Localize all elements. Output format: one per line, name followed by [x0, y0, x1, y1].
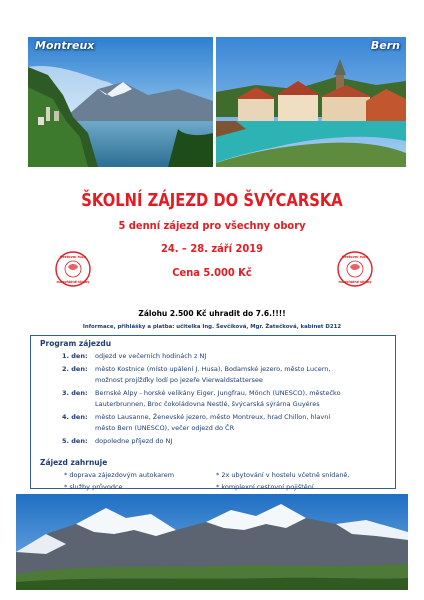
- travel-logo-right: [336, 250, 374, 288]
- svg-text:Cestovní ruch: [342, 255, 369, 259]
- page-title: ŠKOLNÍ ZÁJEZD DO ŠVÝCARSKA: [81, 190, 343, 211]
- stamp-text-top-right: Cestovní ruch: [341, 255, 369, 259]
- bern-label: Bern: [370, 39, 400, 52]
- trip-price: Cena 5.000 Kč: [172, 266, 252, 279]
- day-2-text-1: město Kostnice (místo upálení J. Husa), Bodamské jezero, město Lucern,: [95, 365, 331, 373]
- include-bus: * doprava zájezdovým autokarem: [64, 471, 175, 479]
- deposit-notice: Zálohu 2.500 Kč uhradit do 7.6.!!!!: [138, 309, 286, 318]
- include-guide: * služby průvodce: [64, 483, 123, 491]
- day-5-text: dopoledne příjezd do NJ: [95, 437, 173, 445]
- stamp-text-top: Cestovní ruch: [59, 255, 87, 259]
- day-3-label: 3. den:: [62, 389, 88, 397]
- day-2-text-2: možnost projížďky lodí po jezeře Vierwaldstattersee: [95, 376, 263, 384]
- bern-photo: [216, 37, 406, 167]
- svg-text:Cestovní ruch: [60, 255, 87, 259]
- day-4-text-1: město Lausanne, Ženevské jezero, město Montreux, hrad Chillon, hlavní: [95, 413, 331, 421]
- travel-logo-left: [54, 250, 92, 288]
- stamp-text-bottom: mimořádné služby: [56, 280, 90, 284]
- include-insurance: * komplexní cestovní pojištění: [216, 483, 314, 491]
- day-1-text: odjezd ve večerních hodinách z NJ: [95, 352, 207, 360]
- program-heading: Program zájezdu: [40, 339, 112, 348]
- day-1-label: 1. den:: [62, 352, 88, 360]
- svg-text:mimořádné služby: [57, 280, 91, 284]
- includes-heading: Zájezd zahrnuje: [40, 458, 108, 467]
- day-3-text-2: Lauterbrunnen, Broc čokoládovna Nestlé, švýcarská sýrárna Guyéres: [95, 400, 320, 408]
- montreux-photo: [28, 37, 213, 167]
- day-4-text-2: město Bern (UNESCO), večer odjezd do ČR: [95, 424, 235, 432]
- montreux-label: Montreux: [35, 39, 95, 52]
- day-3-text-1: Bernské Alpy - horské velikány Eiger, Jungfrau, Mönch (UNESCO), městečko: [95, 389, 341, 397]
- contact-info: Informace, přihlášky a platba: učitelka Ing. Ševčíková, Mgr. Žatečková, kabinet D212: [82, 324, 342, 330]
- svg-text:mimořádné služby: [339, 280, 373, 284]
- alps-photo: [16, 494, 408, 590]
- day-5-label: 5. den:: [62, 437, 88, 445]
- stamp-text-bottom-right: mimořádné služby: [338, 280, 372, 284]
- day-2-label: 2. den:: [62, 365, 88, 373]
- include-hostel: * 2x ubytování v hostelu včetně snídaně,: [216, 471, 350, 479]
- trip-dates: 24. – 28. září 2019: [160, 242, 264, 255]
- subtitle: 5 denní zájezd pro všechny obory: [118, 219, 306, 232]
- day-4-label: 4. den:: [62, 413, 88, 421]
